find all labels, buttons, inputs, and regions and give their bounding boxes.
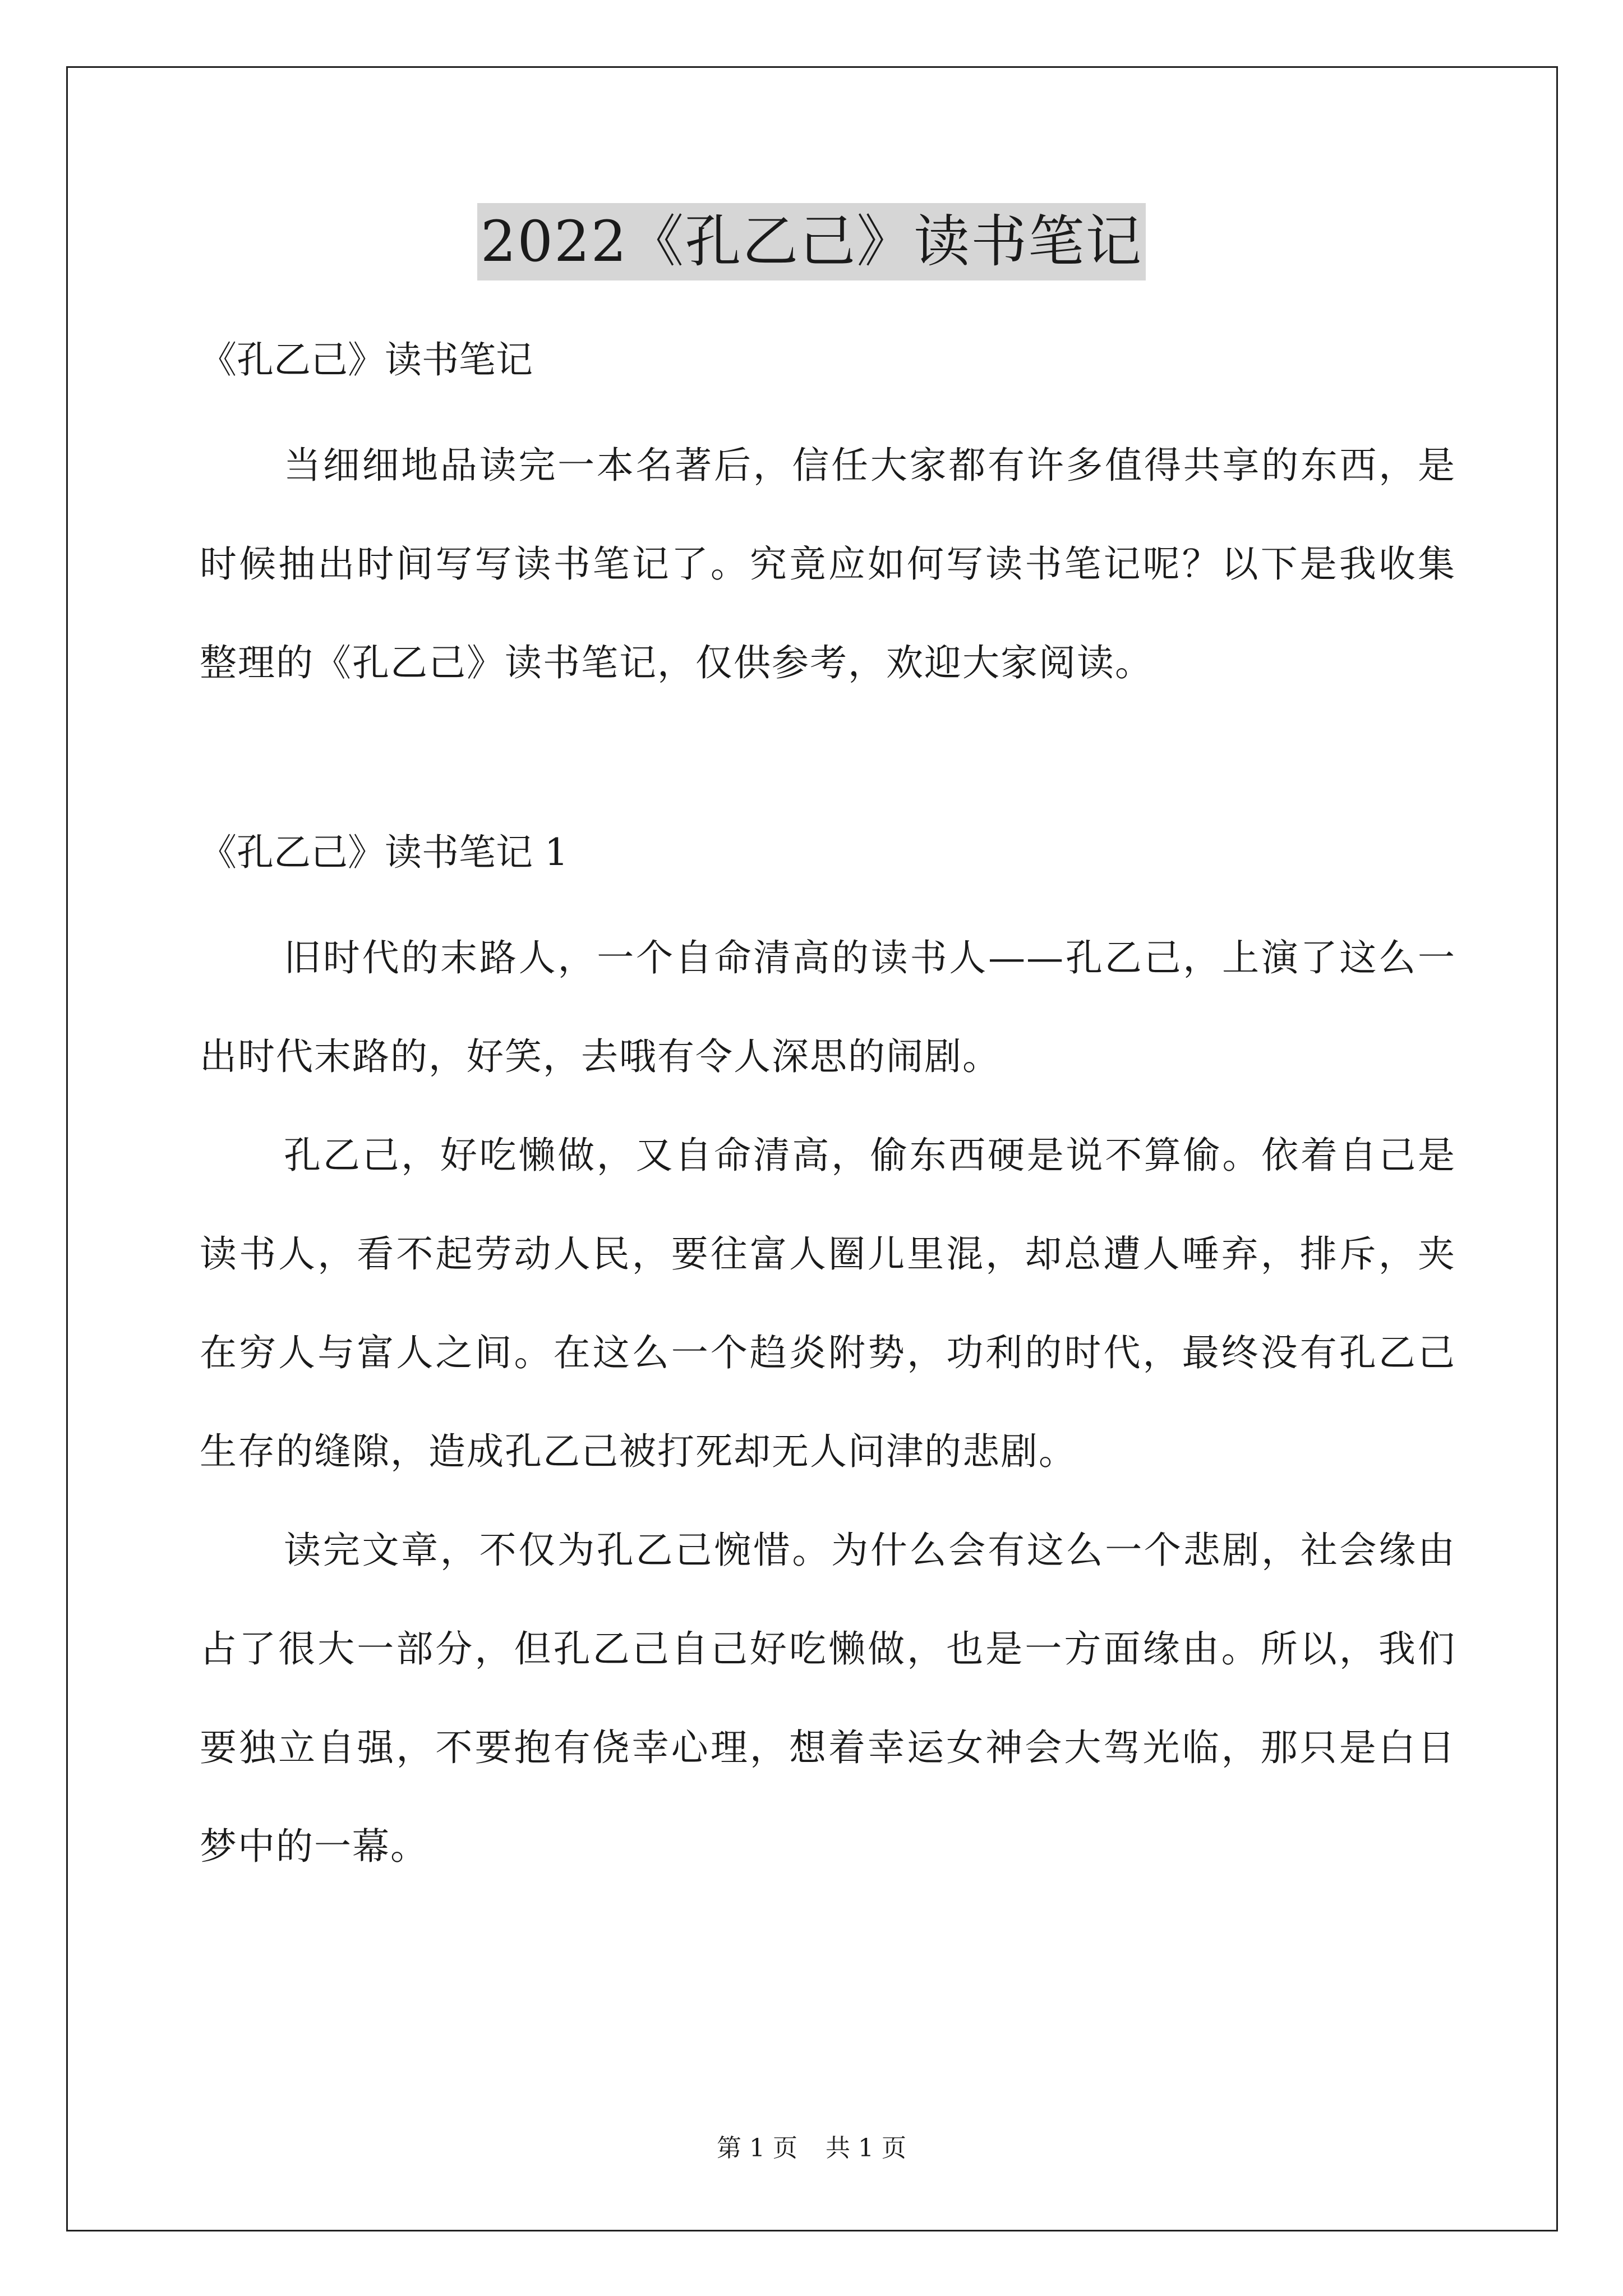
section-heading: 《孔乙己》读书笔记 1 — [200, 831, 568, 874]
intro-heading: 《孔乙己》读书笔记 — [200, 338, 533, 381]
page-number-current: 第 1 页 — [717, 2134, 797, 2162]
section-paragraph-1: 旧时代的末路人，一个自命清高的读书人——孔乙己，上演了这么一出时代末路的，好笑，去哦有令人深思的闹剧。 — [200, 936, 1456, 1078]
intro-paragraph: 当细细地品读完一本名著后，信任大家都有许多值得共享的东西，是时候抽出时间写写读书笔记了。究竟应如何写读书笔记呢？以下是我收集整理的《孔乙己》读书笔记，仅供参考，欢迎大家阅读。 — [200, 444, 1456, 684]
document-body — [200, 338, 1456, 1896]
section-paragraph-2: 孔乙己，好吃懒做，又自命清高，偷东西硬是说不算偷。依着自己是读书人，看不起劳动人民，要往富人圈儿里混，却总遭人唾弃，排斥，夹在穷人与富人之间。在这么一个趋炎附势，功利的时代，最终没有孔乙己生存的缝隙，造成孔乙己被打死却无人问津的悲剧。 — [200, 1134, 1456, 1473]
page-footer — [0, 2132, 1623, 2165]
page-number-total: 共 1 页 — [826, 2134, 906, 2162]
document-title: 2022《孔乙己》读书笔记 — [477, 203, 1146, 280]
section-paragraph-3: 读完文章，不仅为孔乙己惋惜。为什么会有这么一个悲剧，社会缘由占了很大一部分，但孔乙己自己好吃懒做，也是一方面缘由。所以，我们要独立自强，不要抱有侥幸心理，想着幸运女神会大驾光临，那只是白日梦中的一幕。 — [200, 1529, 1456, 1868]
title-container — [0, 203, 1623, 280]
